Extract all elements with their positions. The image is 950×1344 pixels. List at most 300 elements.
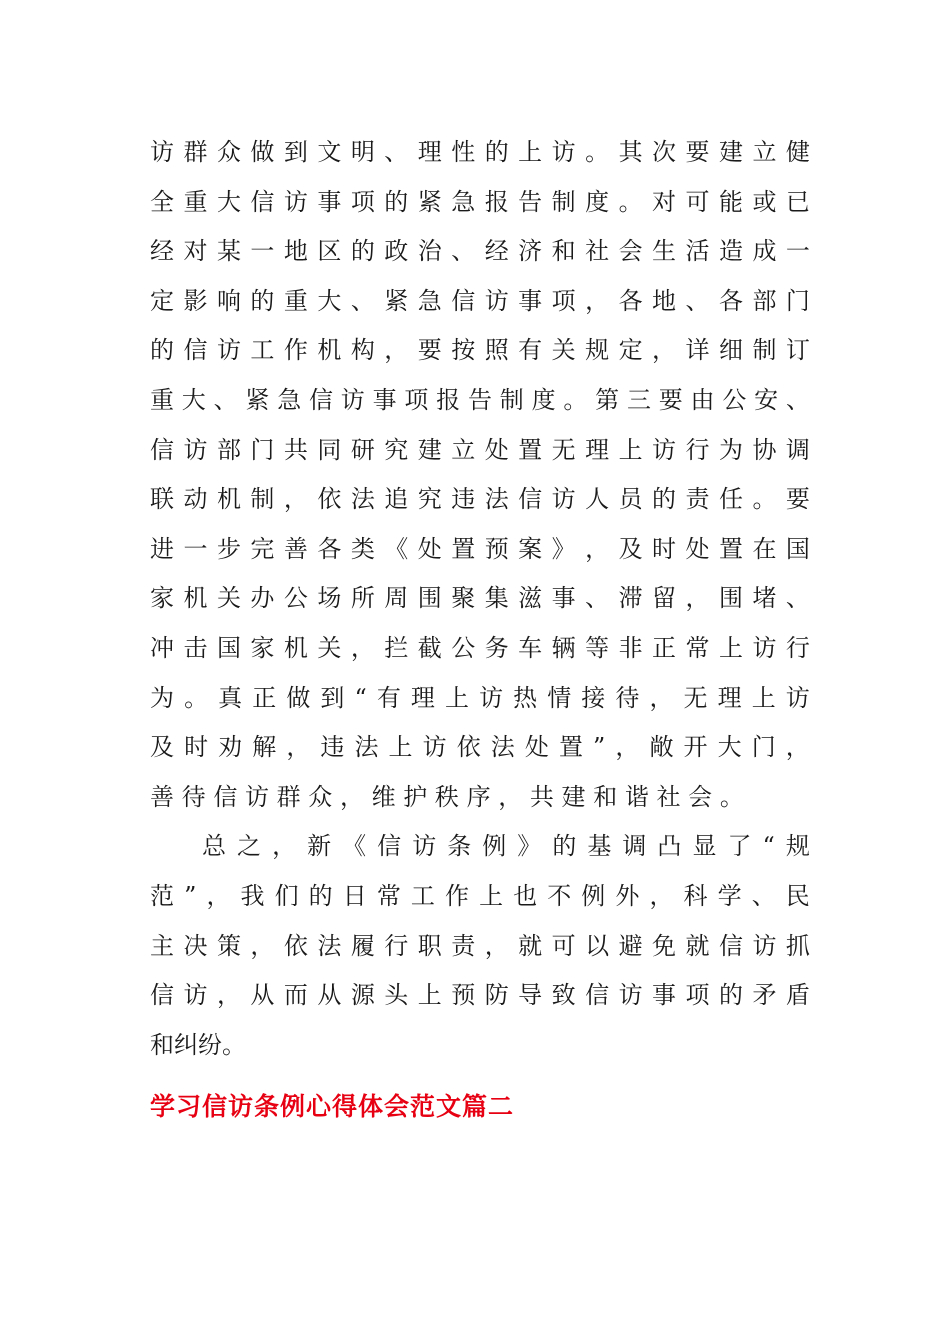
text-char: 访 bbox=[551, 485, 576, 514]
text-char: 成 bbox=[752, 237, 777, 266]
text-char: 之 bbox=[237, 832, 262, 861]
text-char: 度 bbox=[531, 385, 556, 414]
text-char: 规 bbox=[585, 336, 610, 365]
text-char: 要 bbox=[417, 336, 442, 365]
text-char: 重 bbox=[183, 187, 208, 216]
text-char: 。 bbox=[752, 485, 777, 514]
text-char: 项 bbox=[404, 385, 429, 414]
text-char: 凸 bbox=[657, 832, 682, 861]
text-char: ” bbox=[593, 733, 606, 762]
text-char: 冲 bbox=[150, 633, 174, 662]
text-char: 作 bbox=[283, 336, 308, 365]
text-line bbox=[150, 128, 810, 178]
text-char: ” bbox=[184, 881, 197, 910]
text-char: 一 bbox=[250, 237, 275, 266]
text-char: 导 bbox=[518, 981, 543, 1010]
section-heading: 学习信访条例心得体会范文篇二 bbox=[150, 1092, 515, 1121]
text-char: 为 bbox=[718, 435, 743, 464]
text-char: ， bbox=[350, 633, 375, 662]
text-char: 公 bbox=[283, 584, 308, 613]
text-char: 规 bbox=[785, 832, 810, 861]
text-char: “ bbox=[762, 832, 775, 861]
text-char: 访 bbox=[244, 782, 269, 811]
text-char: 无 bbox=[551, 435, 576, 464]
text-line-paragraph-end bbox=[150, 1021, 246, 1071]
text-char: 任 bbox=[718, 485, 743, 514]
text-char: 信 bbox=[718, 931, 743, 960]
text-char: 要 bbox=[785, 485, 810, 514]
text-char: 就 bbox=[518, 931, 543, 960]
text-char: 从 bbox=[317, 981, 342, 1010]
text-char: 务 bbox=[484, 633, 509, 662]
text-char: 依 bbox=[283, 931, 308, 960]
text-line bbox=[150, 922, 810, 972]
text-char: 显 bbox=[692, 832, 717, 861]
text-char: 公 bbox=[451, 633, 476, 662]
text-char: 大 bbox=[317, 286, 342, 315]
text-char: 家 bbox=[150, 584, 174, 613]
text-char: 所 bbox=[350, 584, 375, 613]
text-char: ， bbox=[250, 931, 275, 960]
text-char: 置 bbox=[451, 534, 476, 563]
text-char: 机 bbox=[216, 485, 241, 514]
text-char: 告 bbox=[518, 187, 543, 216]
text-char: 。 bbox=[222, 1030, 246, 1059]
text-char: 共 bbox=[283, 435, 308, 464]
text-char: 对 bbox=[183, 237, 208, 266]
text-char: 访 bbox=[752, 931, 777, 960]
text-char: 紧 bbox=[245, 385, 270, 414]
text-char: 理 bbox=[585, 435, 610, 464]
text-char: 济 bbox=[518, 237, 543, 266]
text-char: 大 bbox=[216, 187, 241, 216]
text-char: 总 bbox=[202, 832, 226, 861]
text-char: 例 bbox=[482, 832, 507, 861]
text-char: 协 bbox=[752, 435, 777, 464]
text-line bbox=[150, 574, 810, 624]
text-char: 。 bbox=[585, 138, 610, 166]
text-char: 社 bbox=[585, 237, 610, 266]
text-char: 接 bbox=[581, 683, 606, 712]
text-char: 照 bbox=[484, 336, 509, 365]
text-char: 活 bbox=[685, 237, 710, 266]
text-char: 正 bbox=[252, 683, 277, 712]
text-char: 重 bbox=[150, 385, 174, 414]
text-char: 进 bbox=[150, 534, 174, 563]
text-char: ， bbox=[649, 881, 674, 910]
text-char: 上 bbox=[388, 733, 413, 762]
text-char: 已 bbox=[785, 187, 810, 216]
text-char: 防 bbox=[484, 981, 509, 1010]
text-char: 纷 bbox=[198, 1030, 222, 1059]
text-char: 制 bbox=[499, 385, 524, 414]
text-char: 违 bbox=[320, 733, 345, 762]
text-char: 上 bbox=[518, 138, 543, 166]
text-char: 《 bbox=[384, 534, 409, 563]
text-char: 动 bbox=[183, 485, 208, 514]
text-char: 建 bbox=[417, 435, 442, 464]
text-char: 项 bbox=[350, 187, 375, 216]
text-char: ， bbox=[615, 733, 640, 762]
text-line bbox=[150, 227, 810, 277]
text-char: 信 bbox=[213, 782, 238, 811]
text-char: 同 bbox=[317, 435, 342, 464]
text-char: 调 bbox=[622, 832, 647, 861]
text-char: 热 bbox=[513, 683, 538, 712]
text-char: 事 bbox=[518, 286, 543, 315]
text-char: 而 bbox=[283, 981, 308, 1010]
text-char: 预 bbox=[484, 534, 509, 563]
text-char: 》 bbox=[551, 534, 576, 563]
text-char: ， bbox=[785, 733, 810, 762]
text-char: 制 bbox=[551, 187, 576, 216]
text-char: 众 bbox=[216, 138, 241, 166]
text-char: 民 bbox=[785, 881, 810, 910]
text-char: 事 bbox=[652, 981, 677, 1010]
text-char: 的 bbox=[308, 881, 333, 910]
text-char: 构 bbox=[350, 336, 375, 365]
text-char: 外 bbox=[615, 881, 640, 910]
text-char: 上 bbox=[479, 881, 504, 910]
text-char: 截 bbox=[417, 633, 442, 662]
text-char: 、 bbox=[785, 584, 810, 613]
text-char: 立 bbox=[752, 138, 777, 166]
text-char: 、 bbox=[685, 286, 710, 315]
text-char: 不 bbox=[547, 881, 572, 910]
text-char: 依 bbox=[317, 485, 342, 514]
text-char: 信 bbox=[451, 286, 476, 315]
text-char: 的 bbox=[652, 485, 677, 514]
text-char: 对 bbox=[652, 187, 677, 216]
text-char: 及 bbox=[618, 534, 643, 563]
text-char: 要 bbox=[685, 138, 710, 166]
text-char: 。 bbox=[563, 385, 588, 414]
text-line bbox=[150, 624, 810, 674]
text-char: 全 bbox=[150, 187, 174, 216]
text-char: ， bbox=[339, 782, 364, 811]
text-char: 做 bbox=[286, 683, 311, 712]
text-char: 真 bbox=[218, 683, 243, 712]
text-char: 访 bbox=[150, 138, 174, 166]
text-char: 处 bbox=[484, 435, 509, 464]
text-char: 到 bbox=[320, 683, 345, 712]
text-char: 击 bbox=[183, 633, 208, 662]
text-char: 策 bbox=[216, 931, 241, 960]
text-char: 报 bbox=[484, 187, 509, 216]
text-char: 群 bbox=[276, 782, 301, 811]
text-char: 研 bbox=[350, 435, 375, 464]
text-char: 们 bbox=[274, 881, 299, 910]
text-char: 信 bbox=[250, 187, 275, 216]
text-char: 我 bbox=[240, 881, 265, 910]
text-char: 性 bbox=[451, 138, 476, 166]
text-char: 影 bbox=[183, 286, 208, 315]
text-char: 处 bbox=[417, 534, 442, 563]
text-line bbox=[150, 525, 810, 575]
text-line-paragraph-end bbox=[150, 773, 744, 823]
text-char: 紧 bbox=[417, 187, 442, 216]
text-char: 的 bbox=[552, 832, 577, 861]
text-char: 违 bbox=[451, 485, 476, 514]
text-char: 访 bbox=[652, 435, 677, 464]
text-char: 详 bbox=[685, 336, 710, 365]
text-char: 众 bbox=[308, 782, 333, 811]
text-char: 各 bbox=[317, 534, 342, 563]
text-char: 免 bbox=[652, 931, 677, 960]
text-char: 共 bbox=[529, 782, 554, 811]
text-char: 或 bbox=[752, 187, 777, 216]
text-char: 信 bbox=[377, 832, 402, 861]
text-char: 究 bbox=[384, 435, 409, 464]
text-char: 要 bbox=[658, 385, 683, 414]
text-char: 经 bbox=[150, 237, 174, 266]
text-char: 避 bbox=[618, 931, 643, 960]
text-char: 纠 bbox=[174, 1030, 198, 1059]
text-char: 信 bbox=[518, 485, 543, 514]
text-char: ， bbox=[498, 782, 523, 811]
text-char: ， bbox=[272, 832, 297, 861]
text-char: 有 bbox=[518, 336, 543, 365]
text-char: 上 bbox=[718, 633, 743, 662]
text-char: 经 bbox=[484, 237, 509, 266]
text-char: 例 bbox=[581, 881, 606, 910]
text-char: 各 bbox=[618, 286, 643, 315]
text-char: ， bbox=[585, 534, 610, 563]
text-char: 及 bbox=[150, 733, 174, 762]
text-char: 访 bbox=[183, 981, 208, 1010]
text-char: ， bbox=[206, 881, 231, 910]
text-char: 法 bbox=[354, 733, 379, 762]
text-char: 处 bbox=[685, 534, 710, 563]
text-char: 周 bbox=[384, 584, 409, 613]
text-line bbox=[150, 723, 810, 773]
text-char: 度 bbox=[585, 187, 610, 216]
text-char: ， bbox=[286, 733, 311, 762]
text-char: 职 bbox=[417, 931, 442, 960]
text-char: 完 bbox=[250, 534, 275, 563]
text-char: 访 bbox=[216, 336, 241, 365]
text-char: 盾 bbox=[785, 981, 810, 1010]
body-text bbox=[150, 128, 810, 1070]
text-char: 建 bbox=[561, 782, 586, 811]
text-char: 的 bbox=[384, 187, 409, 216]
text-char: 紧 bbox=[384, 286, 409, 315]
text-char: 决 bbox=[183, 931, 208, 960]
text-char: 责 bbox=[451, 931, 476, 960]
text-char: 可 bbox=[685, 187, 710, 216]
text-char: 抓 bbox=[785, 931, 810, 960]
text-char: ， bbox=[283, 485, 308, 514]
text-char: 理 bbox=[717, 683, 742, 712]
text-char: 访 bbox=[618, 981, 643, 1010]
text-char: 的 bbox=[718, 981, 743, 1010]
text-char: 和 bbox=[593, 782, 618, 811]
text-char: 究 bbox=[417, 485, 442, 514]
text-char: 国 bbox=[216, 633, 241, 662]
text-char: 集 bbox=[484, 584, 509, 613]
text-char: 办 bbox=[250, 584, 275, 613]
text-char: 新 bbox=[307, 832, 332, 861]
text-char: 地 bbox=[283, 237, 308, 266]
text-char: 置 bbox=[718, 534, 743, 563]
text-char: 维 bbox=[371, 782, 396, 811]
text-char: 处 bbox=[524, 733, 549, 762]
text-char: 、 bbox=[585, 584, 610, 613]
text-char: 步 bbox=[216, 534, 241, 563]
text-char: 法 bbox=[317, 931, 342, 960]
text-char: 访 bbox=[340, 385, 365, 414]
text-char: 情 bbox=[547, 683, 572, 712]
text-char: 滋 bbox=[518, 584, 543, 613]
text-char: 访 bbox=[551, 138, 576, 166]
text-char: 基 bbox=[587, 832, 612, 861]
text-char: 制 bbox=[752, 336, 777, 365]
text-char: 为 bbox=[150, 683, 174, 712]
text-char: 事 bbox=[372, 385, 397, 414]
text-line-paragraph-start bbox=[150, 822, 810, 872]
text-char: 敞 bbox=[649, 733, 674, 762]
text-char: 了 bbox=[727, 832, 752, 861]
text-char: 访 bbox=[183, 435, 208, 464]
text-char: 国 bbox=[785, 534, 810, 563]
text-char: 。 bbox=[184, 683, 209, 712]
text-char: 致 bbox=[551, 981, 576, 1010]
text-char: 地 bbox=[652, 286, 677, 315]
text-char: 事 bbox=[317, 187, 342, 216]
text-char: 文 bbox=[317, 138, 342, 166]
text-char: 和 bbox=[150, 1030, 174, 1059]
text-char: 围 bbox=[417, 584, 442, 613]
text-char: 时 bbox=[184, 733, 209, 762]
text-char: 工 bbox=[410, 881, 435, 910]
text-char: ， bbox=[652, 336, 677, 365]
text-char: 场 bbox=[317, 584, 342, 613]
text-char: 解 bbox=[252, 733, 277, 762]
text-char: 一 bbox=[785, 237, 810, 266]
text-char: 责 bbox=[685, 485, 710, 514]
text-char: 会 bbox=[618, 237, 643, 266]
text-char: 置 bbox=[558, 733, 583, 762]
text-char: 》 bbox=[517, 832, 542, 861]
text-char: 报 bbox=[436, 385, 461, 414]
text-char: 联 bbox=[150, 485, 174, 514]
text-char: 大 bbox=[717, 733, 742, 762]
text-char: 履 bbox=[350, 931, 375, 960]
text-char: 拦 bbox=[384, 633, 409, 662]
text-char: 在 bbox=[752, 534, 777, 563]
text-char: 常 bbox=[376, 881, 401, 910]
text-char: 聚 bbox=[451, 584, 476, 613]
text-char: 滞 bbox=[618, 584, 643, 613]
text-char: 源 bbox=[350, 981, 375, 1010]
text-char: ， bbox=[384, 336, 409, 365]
text-char: 开 bbox=[683, 733, 708, 762]
text-char: 定 bbox=[618, 336, 643, 365]
text-char: 治 bbox=[417, 237, 442, 266]
text-char: 等 bbox=[585, 633, 610, 662]
text-char: 公 bbox=[722, 385, 747, 414]
text-char: 上 bbox=[417, 981, 442, 1010]
text-char: 的 bbox=[150, 336, 174, 365]
text-char: 社 bbox=[656, 782, 681, 811]
text-char: 从 bbox=[250, 981, 275, 1010]
text-char: 非 bbox=[618, 633, 643, 662]
text-char: 堵 bbox=[752, 584, 777, 613]
text-line bbox=[150, 376, 810, 426]
text-line bbox=[150, 971, 810, 1021]
text-char: 置 bbox=[518, 435, 543, 464]
text-line bbox=[150, 178, 810, 228]
text-char: 员 bbox=[618, 485, 643, 514]
text-line bbox=[150, 872, 810, 922]
text-char: 关 bbox=[317, 633, 342, 662]
text-char: 急 bbox=[451, 187, 476, 216]
text-char: 行 bbox=[384, 931, 409, 960]
text-char: 调 bbox=[785, 435, 810, 464]
text-char: 项 bbox=[685, 981, 710, 1010]
text-char: 案 bbox=[518, 534, 543, 563]
text-char: 访 bbox=[752, 633, 777, 662]
text-char: 法 bbox=[350, 485, 375, 514]
text-char: 类 bbox=[350, 534, 375, 563]
text-char: 区 bbox=[317, 237, 342, 266]
text-char: 急 bbox=[277, 385, 302, 414]
text-char: 待 bbox=[615, 683, 640, 712]
text-char: 访 bbox=[484, 286, 509, 315]
text-char: 访 bbox=[412, 832, 437, 861]
text-line bbox=[150, 326, 810, 376]
text-char: 家 bbox=[250, 633, 275, 662]
text-char: 的 bbox=[250, 286, 275, 315]
text-char: 头 bbox=[384, 981, 409, 1010]
text-char: 善 bbox=[150, 782, 174, 811]
text-char: 待 bbox=[181, 782, 206, 811]
text-char: 主 bbox=[150, 931, 174, 960]
text-char: 访 bbox=[785, 683, 810, 712]
text-char: 的 bbox=[350, 237, 375, 266]
text-char: 、 bbox=[384, 138, 409, 166]
text-char: 制 bbox=[250, 485, 275, 514]
text-char: 。 bbox=[719, 782, 744, 811]
text-char: 定 bbox=[150, 286, 174, 315]
text-char: 上 bbox=[444, 683, 469, 712]
text-char: 善 bbox=[283, 534, 308, 563]
text-char: 按 bbox=[451, 336, 476, 365]
text-char: 生 bbox=[652, 237, 677, 266]
text-char: 信 bbox=[585, 981, 610, 1010]
text-char: 访 bbox=[283, 187, 308, 216]
text-char: 关 bbox=[551, 336, 576, 365]
text-char: ， bbox=[484, 931, 509, 960]
text-char: 、 bbox=[451, 237, 476, 266]
text-char: 工 bbox=[250, 336, 275, 365]
text-char: 访 bbox=[422, 733, 447, 762]
text-char: 事 bbox=[551, 584, 576, 613]
text-char: 。 bbox=[618, 187, 643, 216]
text-char: 急 bbox=[417, 286, 442, 315]
text-char: 信 bbox=[308, 385, 333, 414]
text-char: 行 bbox=[685, 435, 710, 464]
text-char: 条 bbox=[447, 832, 472, 861]
text-char: 访 bbox=[479, 683, 504, 712]
text-char: 预 bbox=[451, 981, 476, 1010]
text-char: 第 bbox=[595, 385, 620, 414]
text-char: 有 bbox=[376, 683, 401, 712]
text-char: 护 bbox=[403, 782, 428, 811]
text-line bbox=[150, 426, 810, 476]
text-char: 信 bbox=[150, 435, 174, 464]
text-char: 依 bbox=[456, 733, 481, 762]
